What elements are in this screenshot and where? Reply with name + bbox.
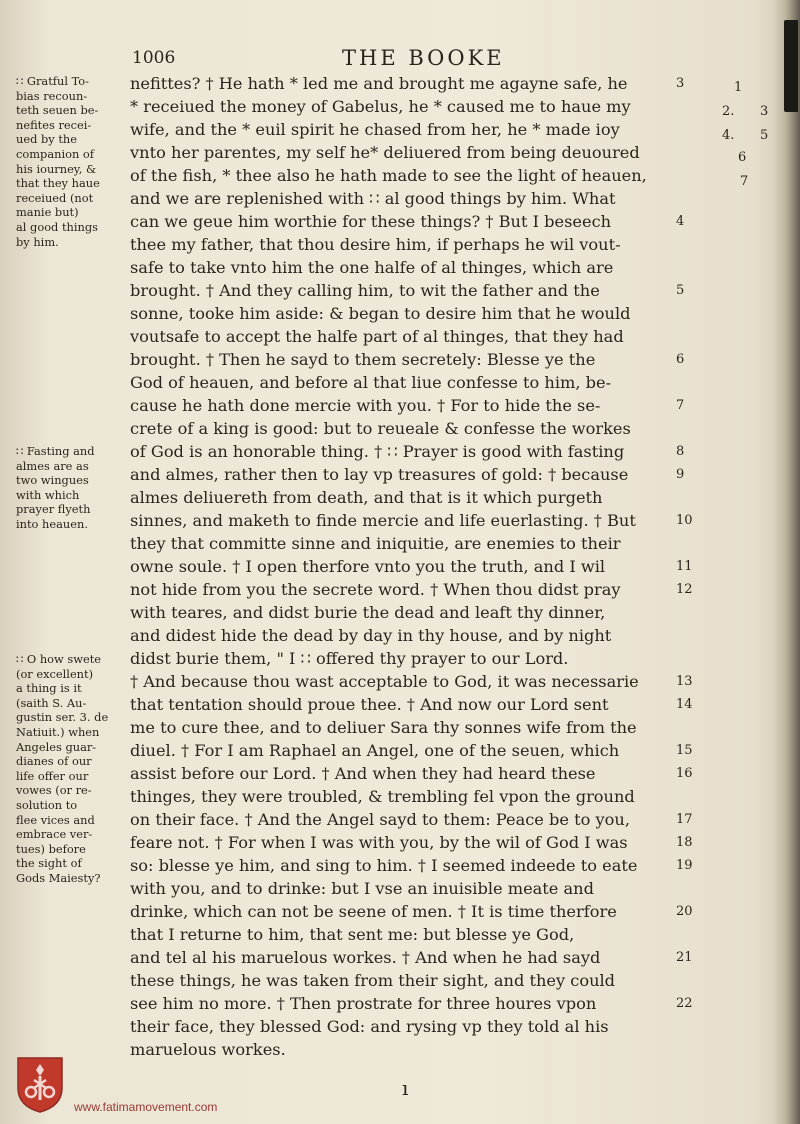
text-line: their face, they blessed God: and rysing vp they told al his [130,1017,609,1036]
text-line: that I returne to him, that sent me: but blesse ye God, [130,925,575,944]
verse-number: 10 [676,513,693,528]
side-note-line: vowes (or re- [16,783,92,798]
text-line: cause he hath done mercie with you. † For to hide the se- [130,396,601,415]
side-note-line: bias recoun- [16,88,88,103]
side-note-line: almes are as [16,458,89,473]
text-line: crete of a king is good: but to reueale & confesse the workes [130,419,631,438]
chapter-ref: 7 [740,174,749,189]
text-line: sonne, tooke him aside: & began to desire him that he would [130,304,631,323]
text-line: God of heauen, and before al that liue confesse to him, be- [130,373,612,392]
side-note-line: dianes of our [16,754,92,769]
text-line: † And because thou wast acceptable to God, it was necessarie [130,672,639,691]
text-line: see him no more. † Then prostrate for three houres vpon [130,994,597,1013]
text-line: feare not. † For when I was with you, by the wil of God I was [130,833,628,852]
side-note-line: a thing is it [16,681,82,696]
chapter-ref: 1 [734,80,743,95]
side-note-line: the sight of [16,856,82,871]
verse-number: 21 [676,950,693,965]
text-line: of God is an honorable thing. † ∷ Prayer is good with fasting [130,442,625,461]
text-line: nefittes? † He hath * led me and brought me agayne safe, he [130,74,628,93]
verse-number: 12 [676,582,693,597]
chapter-ref: 5 [760,128,769,143]
side-note-line: Angeles guar- [16,739,97,754]
verse-number: 16 [676,766,693,781]
side-note-line: life offer our [16,768,89,783]
side-note-line: (saith S. Au- [16,695,87,710]
verse-number: 8 [676,444,685,459]
side-note-line: nefites recei- [16,117,92,132]
side-note-line: Gods Maiesty? [16,870,101,885]
text-line: on their face. † And the Angel sayd to them: Peace be to you, [130,810,630,829]
text-line: drinke, which can not be seene of men. † It is time therfore [130,902,617,921]
side-note-line: teth seuen be- [16,103,99,118]
side-note-line: manie but) [16,205,79,220]
text-line: wife, and the * euil spirit he chased from her, he * made ioy [130,120,620,139]
text-line: and tel al his maruelous workes. † And when he had sayd [130,948,601,967]
side-note-line: ∷ Gratful To- [16,74,90,88]
chapter-ref: 2. [722,104,735,119]
text-line: so: blesse ye him, and sing to him. † I seemed indeede to eate [130,856,638,875]
page-number: 1006 [132,48,176,68]
verse-number: 7 [676,398,685,413]
side-note-line: al good things [16,219,99,234]
side-note-line: tues) before [16,841,86,856]
side-note-line: two wingues [16,473,89,488]
bookmark-tab [784,20,798,112]
text-line: owne soule. † I open therfore vnto you the truth, and I wil [130,557,606,576]
papal-keys-seal-icon [14,1054,66,1114]
verse-number: 22 [676,996,693,1011]
side-note-line: ∷ O how swete [16,652,102,666]
verse-number: 9 [676,467,685,482]
side-note-line: with which [16,487,80,502]
side-note-line: ued by the [16,132,77,147]
side-note-line: flee vices and [16,812,95,827]
chapter-ref: 3 [760,104,769,119]
text-line: maruelous workes. [130,1040,286,1059]
text-line: these things, he was taken from their sight, and they could [130,971,616,990]
side-note-line: prayer flyeth [16,502,91,517]
text-line: and didest hide the dead by day in thy house, and by night [130,626,612,645]
verse-number: 11 [676,559,693,574]
verse-number: 19 [676,858,693,873]
text-line: vnto her parentes, my self he* deliuered from being deuoured [130,143,640,162]
side-note-line: receiued (not [16,190,94,205]
verse-number: 15 [676,743,693,758]
verse-number: 3 [676,76,685,91]
side-note-line: gustin ser. 3. de [16,710,109,725]
main-text [130,72,675,1061]
text-line: can we geue him worthie for these things? † But I beseech [130,212,612,231]
page-edge [774,0,800,1124]
verse-number: 14 [676,697,693,712]
verse-number: 4 [676,214,685,229]
side-note-line: that they haue [16,176,100,191]
side-note-line: by him. [16,234,59,249]
side-note-line: his iourney, & [16,161,97,176]
text-line: almes deliuereth from death, and that is it which purgeth [130,488,603,507]
verse-number: 5 [676,283,685,298]
chapter-ref: 6 [738,150,747,165]
text-line: they that committe sinne and iniquitie, are enemies to their [130,534,621,553]
side-note-line: (or excellent) [16,666,94,681]
chapter-ref: 4. [722,128,735,143]
text-line: assist before our Lord. † And when they had heard these [130,764,596,783]
text-line: not hide from you the secrete word. † When thou didst pray [130,580,621,599]
verse-number: 20 [676,904,693,919]
text-line: sinnes, and maketh to finde mercie and life euerlasting. † But [130,511,636,530]
text-line: didst burie them, " I ∷ offered thy prayer to our Lord. [130,649,569,668]
side-note-line: solution to [16,797,78,812]
side-note-line: companion of [16,146,94,161]
running-title: THE BOOKE [342,46,505,70]
text-line: thee my father, that thou desire him, if perhaps he wil vout- [130,235,621,254]
footer-url: www.fatimamovement.com [74,1100,218,1114]
side-note-how-swete [16,652,128,886]
side-note-gratful-tobias [16,74,128,249]
side-note-line: embrace ver- [16,827,93,842]
side-note-line: Natiuit.) when [16,724,100,739]
text-line: diuel. † For I am Raphael an Angel, one of the seuen, which [130,741,620,760]
text-line: and almes, rather then to lay vp treasures of gold: † because [130,465,629,484]
text-line: thinges, they were troubled, & trembling fel vpon the ground [130,787,635,806]
text-line: with you, and to drinke: but I vse an inuisible meate and [130,879,594,898]
text-line: safe to take vnto him the one halfe of al thinges, which are [130,258,614,277]
verse-number: 13 [676,674,693,689]
text-line: that tentation should proue thee. † And now our Lord sent [130,695,609,714]
side-note-line: into heauen. [16,516,88,531]
side-note-fasting-almes [16,444,128,532]
text-line: of the fish, * thee also he hath made to see the light of heauen, [130,166,647,185]
text-line: voutsafe to accept the halfe part of al thinges, that they had [130,327,624,346]
text-line: me to cure thee, and to deliuer Sara thy sonnes wife from the [130,718,637,737]
text-line: and we are replenished with ∷ al good things by him. What [130,189,616,208]
text-line: brought. † Then he sayd to them secretely: Blesse ye the [130,350,596,369]
text-line: * receiued the money of Gabelus, he * caused me to haue my [130,97,631,116]
text-line: with teares, and didst burie the dead and leaft thy dinner, [130,603,606,622]
verse-number: 18 [676,835,693,850]
page-header [132,46,692,74]
ink-mark: ı [402,1076,409,1100]
verse-number: 17 [676,812,693,827]
side-note-line: ∷ Fasting and [16,444,95,458]
verse-number: 6 [676,352,685,367]
text-line: brought. † And they calling him, to wit the father and the [130,281,600,300]
